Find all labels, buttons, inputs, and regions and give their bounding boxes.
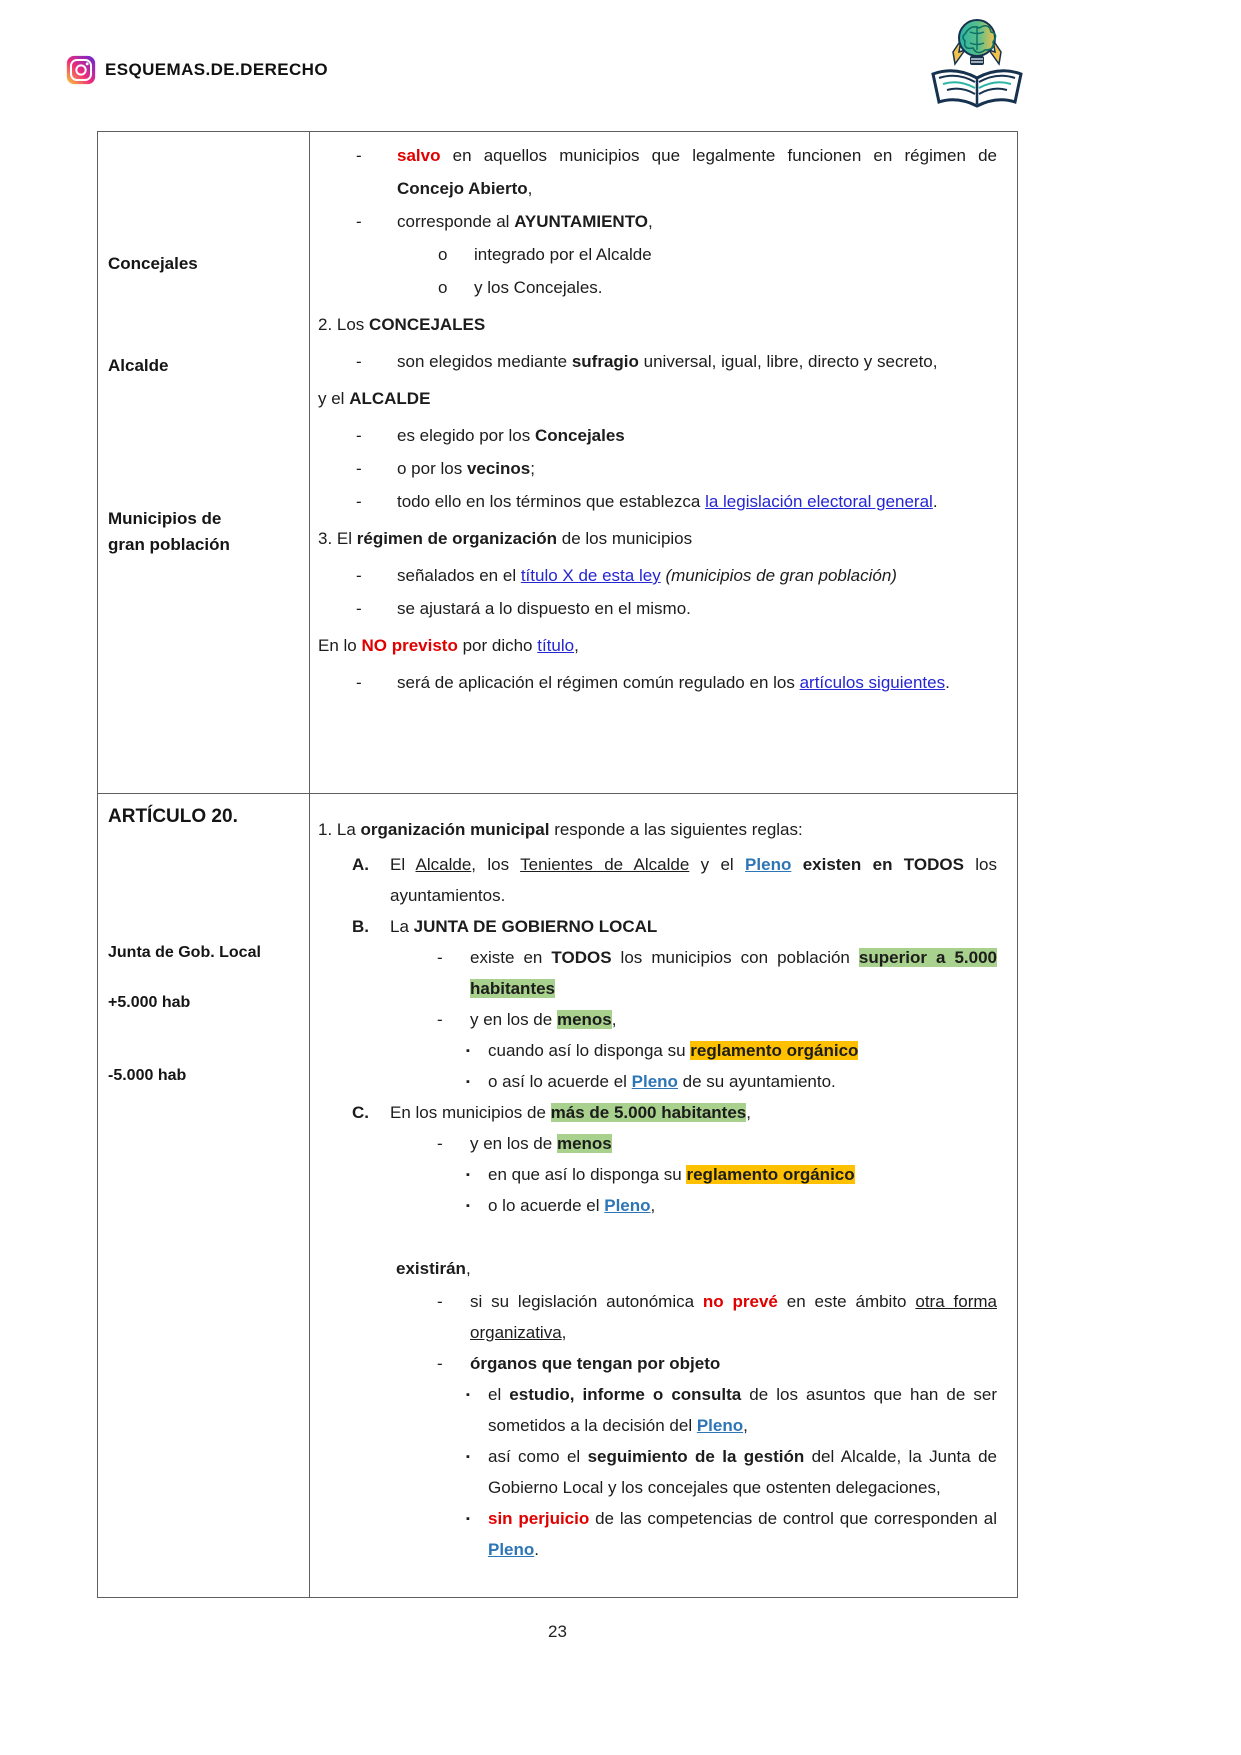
bullet-marker: ▪ — [466, 1169, 470, 1181]
text-block — [318, 238, 997, 271]
text-segment: CONCEJALES — [369, 315, 486, 334]
text-segment: En lo — [318, 636, 362, 655]
label-column-cell — [98, 794, 310, 1597]
hyperlink[interactable]: título — [537, 636, 575, 655]
text-segment: o por los — [397, 459, 467, 478]
text-line — [488, 1441, 997, 1503]
text-line — [397, 419, 997, 452]
text-segment: responde a las siguientes reglas: — [549, 820, 803, 839]
text-segment: , — [611, 1010, 617, 1029]
text-segment: superior a 5.000 habitantes — [470, 948, 997, 998]
text-line — [474, 238, 997, 271]
text-segment: En los municipios de — [390, 1103, 551, 1122]
text-segment: AYUNTAMIENTO — [514, 212, 648, 231]
text-segment: , — [465, 1259, 471, 1278]
text-segment: , — [746, 1103, 751, 1122]
bullet-marker: - — [356, 352, 362, 371]
text-block — [318, 911, 997, 942]
bullet-marker: - — [437, 1292, 443, 1311]
text-line — [390, 1097, 997, 1128]
side-label-junta-gob-local: Junta de Gob. Local — [108, 944, 261, 961]
text-block — [318, 1441, 997, 1503]
text-line — [318, 814, 997, 845]
text-segment: y en los de — [470, 1010, 557, 1029]
text-segment: vecinos — [466, 459, 531, 478]
text-segment: integrado por el Alcalde — [474, 245, 652, 264]
bullet-marker: - — [437, 1134, 443, 1153]
bullet-marker: o — [438, 278, 448, 297]
text-block — [318, 1035, 997, 1066]
text-segment: sin perjuicio — [488, 1509, 590, 1528]
text-segment: seguimiento de la gestión — [587, 1447, 805, 1466]
text-segment — [791, 855, 802, 874]
text-segment: reglamento orgánico — [690, 1041, 859, 1060]
text-line — [397, 345, 997, 378]
text-segment: 1. La — [318, 820, 361, 839]
text-segment: Alcalde — [415, 855, 472, 874]
hyperlink[interactable]: Pleno — [745, 855, 792, 874]
text-segment: sufragio — [571, 352, 639, 371]
text-line — [470, 1348, 997, 1379]
text-segment: , — [527, 179, 533, 198]
text-segment: , los — [471, 855, 521, 874]
text-line — [318, 522, 997, 555]
bullet-marker: - — [437, 1010, 443, 1029]
text-segment: , — [648, 212, 653, 231]
text-segment: si su legislación autonómica — [470, 1292, 703, 1311]
table-row — [98, 793, 1017, 1597]
text-segment: . — [534, 1540, 540, 1559]
text-segment: corresponde al — [397, 212, 515, 231]
text-block — [318, 139, 997, 205]
text-block — [318, 382, 997, 415]
schema-table — [97, 131, 1018, 1598]
bullet-marker: B. — [352, 917, 369, 936]
text-segment: NO previsto — [361, 636, 458, 655]
hyperlink[interactable]: Pleno — [631, 1072, 678, 1091]
text-segment: de los municipios — [557, 529, 693, 548]
text-segment: en aquellos municipios que legalmente funcionen en régimen de — [440, 146, 997, 165]
brand-name: ESQUEMAS.DE.DERECHO — [105, 60, 328, 79]
bullet-marker: - — [437, 1354, 443, 1373]
text-block — [318, 1348, 997, 1379]
bullet-marker: - — [437, 948, 443, 967]
text-segment: de las competencias de control que corresponden al — [589, 1509, 997, 1528]
text-segment: (municipios de gran población) — [665, 566, 897, 585]
text-segment: , — [743, 1416, 748, 1435]
text-block — [318, 452, 997, 485]
text-line — [488, 1035, 997, 1066]
text-segment: , — [574, 636, 579, 655]
text-segment: son elegidos mediante — [397, 352, 572, 371]
text-segment: 3. El — [318, 529, 357, 548]
content-column-cell — [310, 794, 1017, 1597]
text-segment: cuando así lo disponga su — [488, 1041, 691, 1060]
bullet-marker: - — [356, 459, 362, 478]
text-segment: los ayuntamientos. — [390, 855, 998, 905]
text-segment: y los Concejales. — [474, 278, 603, 297]
bullet-marker: - — [356, 212, 362, 231]
instagram-icon — [66, 55, 96, 85]
text-line — [397, 666, 997, 699]
bullet-marker: o — [438, 245, 448, 264]
text-line — [397, 205, 997, 238]
text-segment: de los asuntos que han de ser sometidos a la decisión del — [488, 1385, 997, 1435]
text-block — [318, 849, 997, 911]
text-segment: así como el — [488, 1447, 588, 1466]
text-line — [470, 1004, 997, 1035]
bullet-marker: - — [356, 492, 362, 511]
hyperlink[interactable]: Pleno — [696, 1416, 744, 1435]
text-segment: existe en — [470, 948, 552, 967]
text-block — [318, 1286, 997, 1348]
text-line — [488, 1503, 997, 1565]
bullet-marker: C. — [352, 1103, 369, 1122]
text-segment: Concejales — [534, 426, 625, 445]
text-line — [397, 452, 997, 485]
text-segment: La — [390, 917, 414, 936]
text-segment: más de 5.000 habitantes — [550, 1103, 747, 1122]
text-segment: salvo — [397, 146, 441, 165]
text-block — [318, 629, 997, 662]
text-block — [318, 419, 997, 452]
text-segment: , — [650, 1196, 656, 1215]
side-label-mas-5000-hab: +5.000 hab — [108, 994, 191, 1011]
text-segment: se ajustará a lo dispuesto en el mismo. — [397, 599, 691, 618]
text-line — [396, 1253, 997, 1284]
text-segment: o lo acuerde el — [488, 1196, 605, 1215]
text-segment: órganos que tengan por objeto — [470, 1354, 721, 1373]
hyperlink[interactable]: título X de esta ley — [520, 566, 661, 585]
text-line — [488, 1066, 997, 1097]
text-segment: todo ello en los términos que establezca — [397, 492, 706, 511]
text-block — [318, 1128, 997, 1159]
text-segment: de su ayuntamiento. — [677, 1072, 836, 1091]
text-line — [488, 1159, 997, 1190]
spacer — [318, 1221, 997, 1251]
text-segment: menos — [556, 1010, 612, 1029]
side-label-menos-5000-hab: -5.000 hab — [108, 1067, 187, 1084]
text-block — [318, 345, 997, 378]
text-segment: . — [932, 492, 938, 511]
brain-lightbulb-book-logo — [925, 12, 1029, 114]
bullet-marker: ▪ — [466, 1045, 470, 1057]
text-line — [397, 139, 997, 205]
text-segment: y el — [318, 389, 350, 408]
hyperlink[interactable]: Pleno — [488, 1540, 535, 1559]
text-segment: existirán — [396, 1259, 466, 1278]
bullet-marker: - — [356, 566, 362, 585]
text-line — [488, 1190, 997, 1221]
text-block — [318, 1066, 997, 1097]
text-segment: existen en TODOS — [802, 855, 964, 874]
text-segment: 2. Los — [318, 315, 370, 334]
text-block — [318, 1159, 997, 1190]
bullet-marker: - — [356, 673, 362, 692]
bullet-marker: - — [356, 599, 362, 618]
text-block — [318, 1379, 997, 1441]
text-line — [318, 308, 997, 341]
text-segment: y en los de — [470, 1134, 557, 1153]
text-segment: , — [561, 1323, 567, 1342]
text-segment: ; — [530, 459, 535, 478]
bullet-marker: - — [356, 146, 362, 165]
content-column-cell — [310, 132, 1017, 793]
text-line — [397, 559, 997, 592]
text-block — [318, 1253, 997, 1284]
text-line — [318, 629, 997, 662]
hyperlink[interactable]: artículos siguientes — [799, 673, 946, 692]
hyperlink[interactable]: la legislación electoral general — [705, 492, 933, 511]
text-segment: Tenientes de Alcalde — [520, 855, 690, 874]
text-segment: es elegido por los — [397, 426, 535, 445]
brand-header — [66, 55, 328, 85]
text-block — [318, 205, 997, 238]
text-segment: del Alcalde, la Junta de Gobierno Local y los concejales que ostenten delegaciones, — [488, 1447, 997, 1497]
text-block — [318, 814, 997, 845]
bullet-marker: ▪ — [466, 1076, 470, 1088]
text-line — [390, 849, 997, 911]
text-segment: ALCALDE — [349, 389, 431, 408]
text-block — [318, 522, 997, 555]
text-segment: en que así lo disponga su — [488, 1165, 687, 1184]
text-block — [318, 1097, 997, 1128]
text-line — [488, 1379, 997, 1441]
text-block — [318, 1503, 997, 1565]
bullet-marker: A. — [352, 855, 369, 874]
text-block — [318, 271, 997, 304]
text-segment: régimen de organización — [356, 529, 558, 548]
text-segment: por dicho — [457, 636, 538, 655]
text-segment: organización municipal — [360, 820, 550, 839]
text-segment: TODOS — [551, 948, 612, 967]
page-number: 23 — [548, 1622, 567, 1641]
text-line — [470, 1286, 997, 1348]
text-segment: no prevé — [702, 1292, 778, 1311]
text-segment: el — [488, 1385, 510, 1404]
bullet-marker: ▪ — [466, 1513, 470, 1525]
text-line — [470, 942, 997, 1004]
text-segment: menos — [556, 1134, 612, 1153]
text-block — [318, 308, 997, 341]
text-line — [474, 271, 997, 304]
text-segment: y el — [689, 855, 746, 874]
bullet-marker: ▪ — [466, 1200, 470, 1212]
text-block — [318, 559, 997, 592]
text-line — [470, 1128, 997, 1159]
table-row — [98, 132, 1017, 793]
bullet-marker: ▪ — [466, 1451, 470, 1463]
label-column-cell — [98, 132, 310, 793]
text-line — [318, 382, 997, 415]
text-segment: estudio, informe o consulta — [509, 1385, 742, 1404]
text-segment: en este ámbito — [777, 1292, 916, 1311]
text-segment: otra forma organizativa — [470, 1292, 997, 1342]
text-segment: . — [945, 673, 950, 692]
text-line — [397, 485, 997, 518]
text-segment: señalados en el — [397, 566, 521, 585]
bullet-marker: - — [356, 426, 362, 445]
side-label-concejales: Concejales — [108, 254, 198, 273]
side-label-municipios-gran-poblacion: Municipios de gran población — [108, 509, 230, 554]
text-segment: Concejo Abierto — [397, 179, 528, 198]
text-segment: reglamento orgánico — [686, 1165, 855, 1184]
text-block — [318, 666, 997, 699]
text-segment: o así lo acuerde el — [488, 1072, 632, 1091]
bullet-marker: ▪ — [466, 1389, 470, 1401]
text-segment: será de aplicación el régimen común regulado en los — [397, 673, 800, 692]
side-label-alcalde: Alcalde — [108, 356, 169, 375]
text-block — [318, 485, 997, 518]
text-block — [318, 1004, 997, 1035]
text-segment: JUNTA DE GOBIERNO LOCAL — [413, 917, 658, 936]
text-line — [390, 911, 997, 942]
side-label-articulo-20: ARTÍCULO 20. — [108, 806, 238, 827]
hyperlink[interactable]: Pleno — [604, 1196, 651, 1215]
text-segment: universal, igual, libre, directo y secreto, — [638, 352, 938, 371]
text-segment: los municipios con población — [611, 948, 859, 967]
text-block — [318, 1190, 997, 1221]
text-block — [318, 592, 997, 625]
text-block — [318, 942, 997, 1004]
text-segment: El — [390, 855, 416, 874]
text-line — [397, 592, 997, 625]
